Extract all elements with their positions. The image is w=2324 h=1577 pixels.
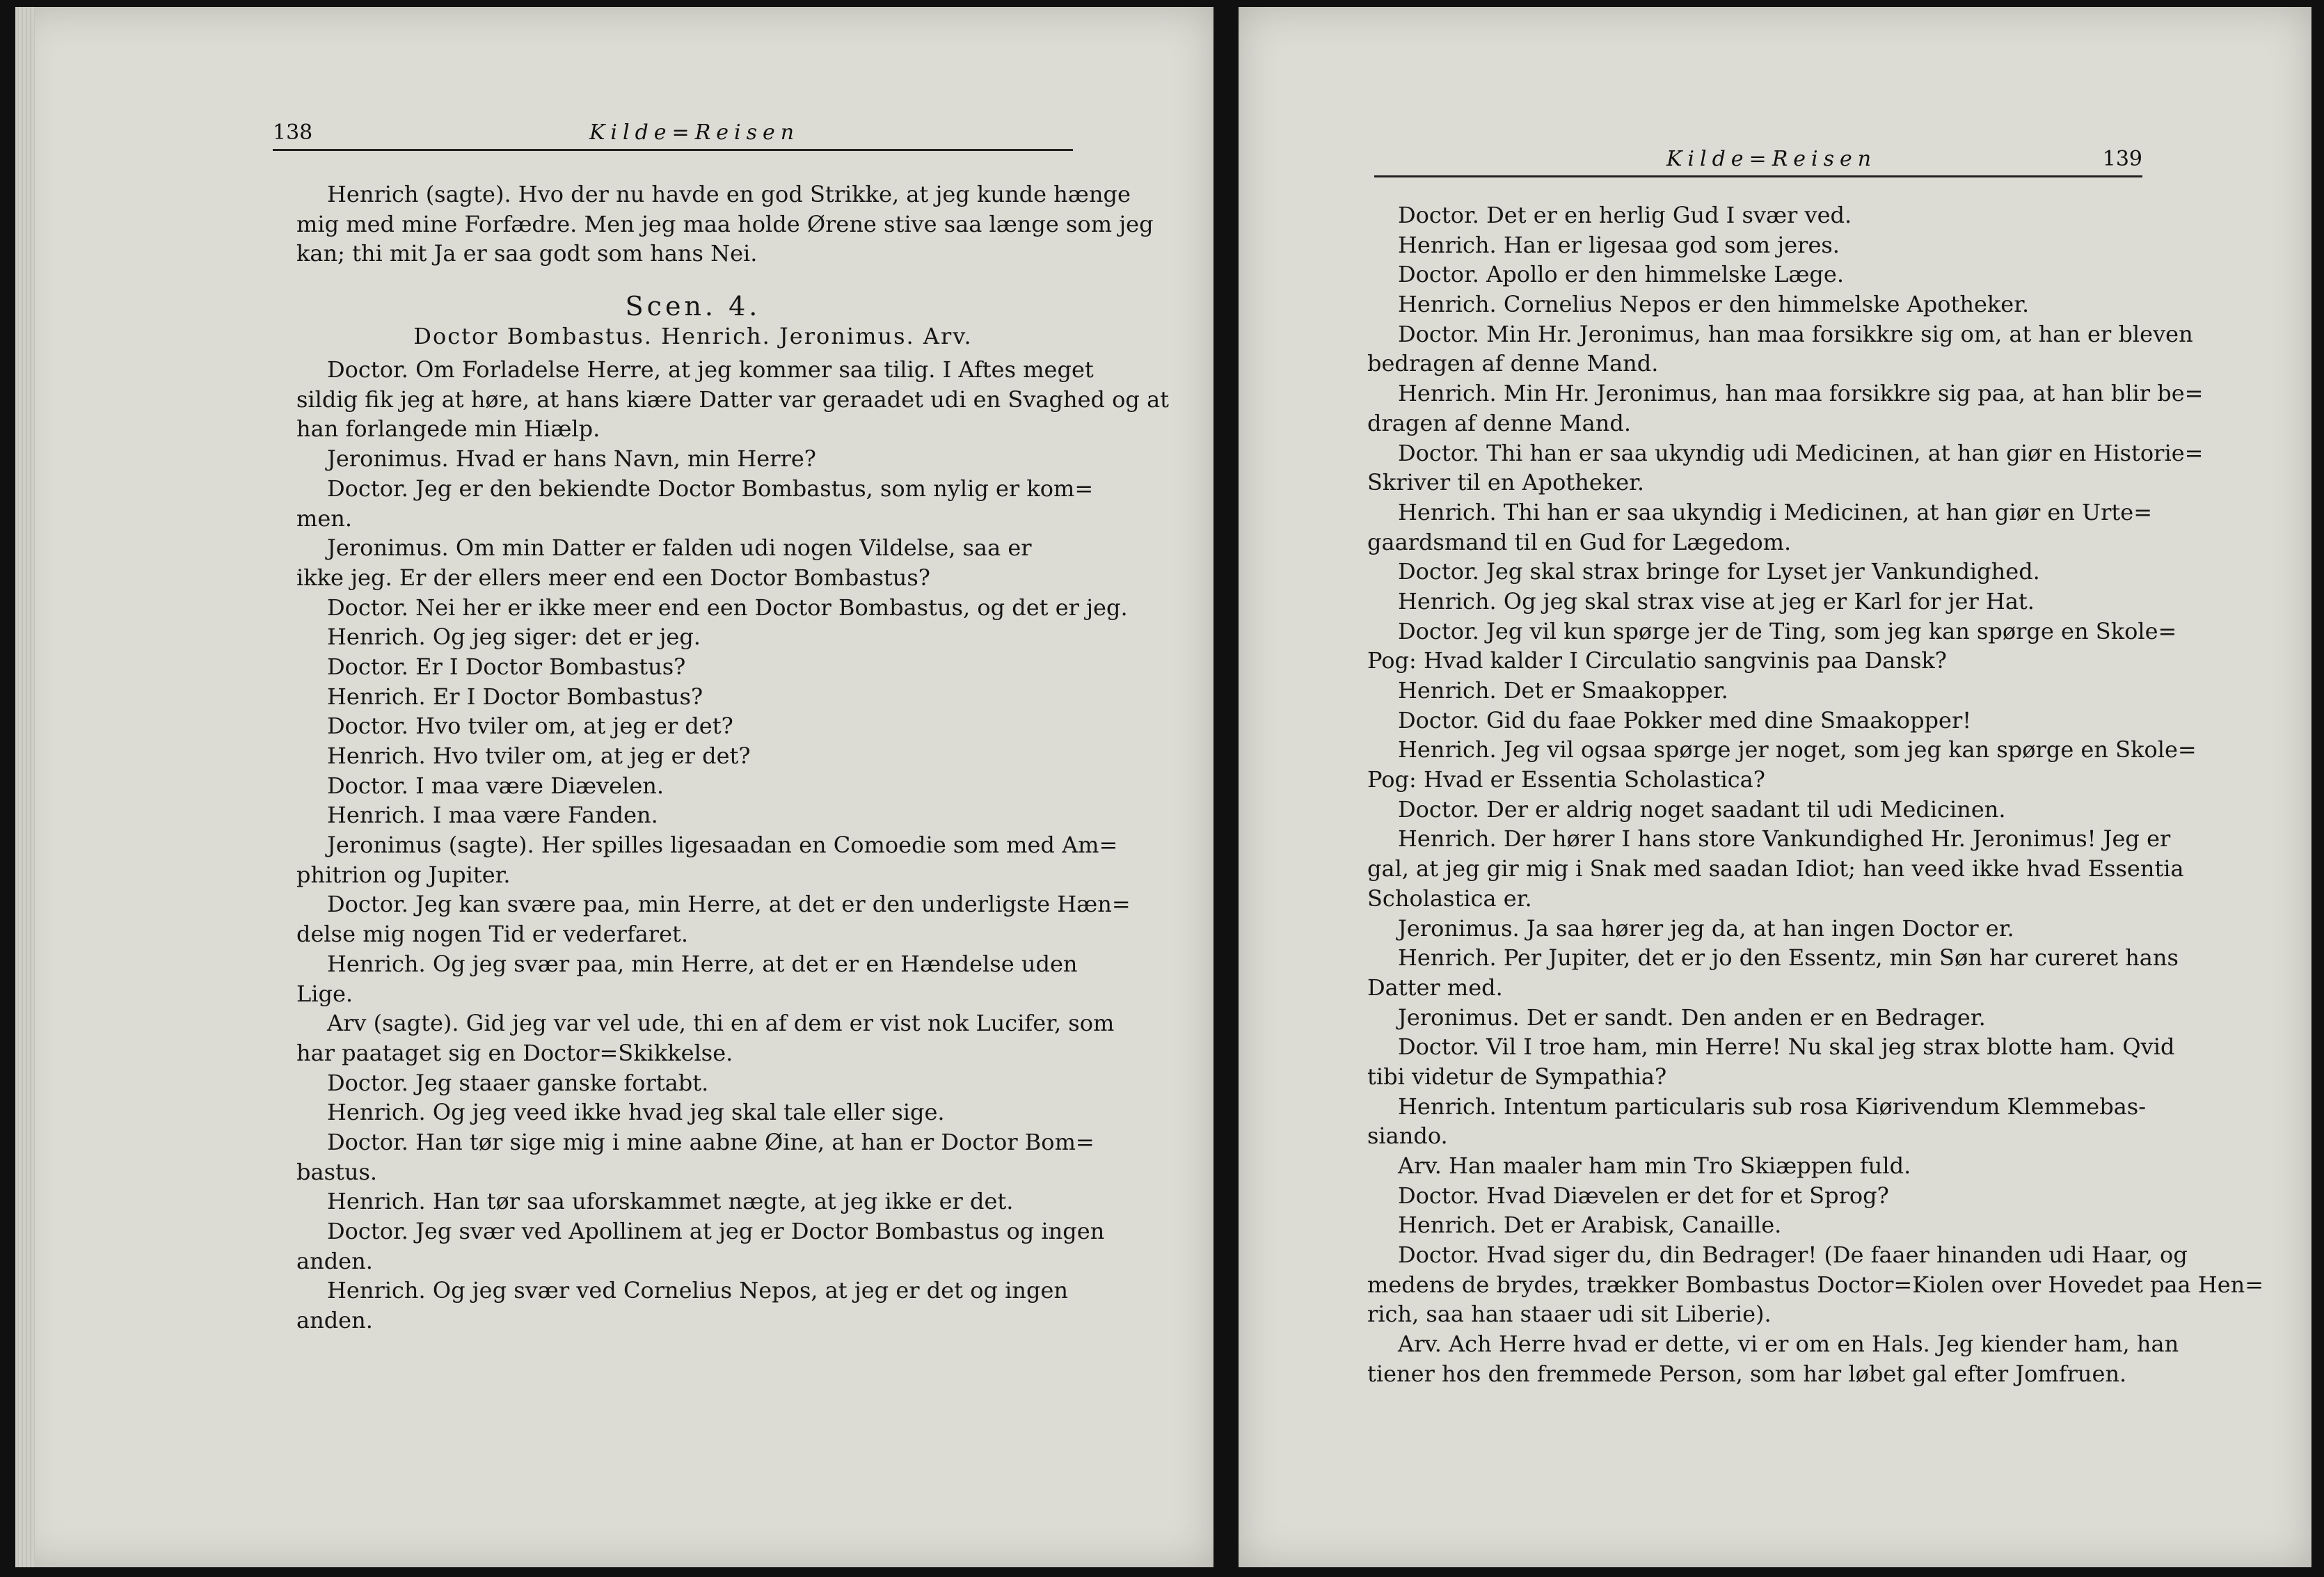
scene-heading: Scen. 4. — [625, 291, 761, 322]
text-line: Pog: Hvad kalder I Circulatio sangvinis paa Dansk? — [1367, 647, 1947, 674]
text-line: Henrich. Og jeg svær ved Cornelius Nepos, at jeg er det og ingen — [327, 1277, 1068, 1304]
left-page-text — [296, 180, 1170, 1336]
text-line: Doctor. Jeg svær ved Apollinem at jeg er Doctor Bombastus og ingen — [327, 1218, 1105, 1244]
right-page — [1239, 7, 2311, 1567]
text-line: Arv (sagte). Gid jeg var vel ude, thi en af dem er vist nok Lucifer, som — [327, 1010, 1115, 1037]
text-line: Lige. — [296, 980, 353, 1007]
text-line: Doctor. Jeg kan svære paa, min Herre, at det er den underligste Hæn= — [327, 891, 1131, 918]
text-line: phitrion og Jupiter. — [296, 861, 511, 888]
text-line: Scholastica er. — [1367, 885, 1532, 912]
running-title: Kilde=Reisen — [589, 120, 800, 145]
text-line: Henrich. Og jeg skal strax vise at jeg er Karl for jer Hat. — [1398, 587, 2035, 615]
text-line: Jeronimus. Om min Datter er falden udi nogen Vildelse, saa er — [327, 534, 1032, 562]
text-line: har paataget sig en Doctor=Skikkelse. — [296, 1039, 733, 1066]
cast-list: Doctor Bombastus. Henrich. Jeronimus. Arv. — [413, 323, 973, 350]
text-line: Doctor. I maa være Diævelen. — [327, 772, 664, 799]
text-line: siando. — [1367, 1123, 1448, 1150]
text-line: Henrich (sagte). Hvo der nu havde en god Strikke, at jeg kunde hænge — [327, 181, 1131, 207]
text-line: Jeronimus. Hvad er hans Navn, min Herre? — [327, 445, 816, 473]
text-line: gal, at jeg gir mig i Snak med saadan Idiot; han veed ikke hvad Essentia — [1367, 855, 2184, 882]
running-head-right — [1374, 138, 2142, 177]
text-line: Henrich. Cornelius Nepos er den himmelske Apotheker. — [1398, 291, 2030, 318]
text-line: Henrich. Det er Smaakopper. — [1398, 677, 1728, 704]
text-line: bedragen af denne Mand. — [1367, 350, 1659, 377]
text-line: Henrich. I maa være Fanden. — [327, 802, 658, 829]
running-title: Kilde=Reisen — [1666, 147, 1877, 171]
running-head-left — [273, 111, 1073, 151]
text-line: han forlangede min Hiælp. — [296, 415, 600, 443]
text-line: medens de brydes, trækker Bombastus Doctor=Kiolen over Hovedet paa Hen= — [1367, 1271, 2264, 1298]
text-line: Doctor. Gid du faae Pokker med dine Smaakopper! — [1398, 706, 1972, 734]
text-line: Doctor. Hvo tviler om, at jeg er det? — [327, 713, 733, 740]
text-line: Skriver til en Apotheker. — [1367, 469, 1645, 496]
text-line: delse mig nogen Tid er vederfaret. — [296, 921, 689, 948]
text-line: anden. — [296, 1247, 373, 1274]
text-line: Doctor. Min Hr. Jeronimus, han maa forsikkre sig om, at han er bleven — [1398, 320, 2193, 347]
text-line: Jeronimus. Det er sandt. Den anden er en Bedrager. — [1398, 1004, 1986, 1031]
text-line: Doctor. Jeg skal strax bringe for Lyset jer Vankundighed. — [1398, 558, 2040, 585]
text-line: mig med mine Forfædre. Men jeg maa holde Ørene stive saa længe som jeg — [296, 210, 1154, 237]
text-line: tibi videtur de Sympathia? — [1367, 1063, 1667, 1090]
text-line: Arv. Ach Herre hvad er dette, vi er om en Hals. Jeg kiender ham, han — [1398, 1331, 2179, 1358]
text-line: Henrich. Og jeg siger: det er jeg. — [327, 624, 701, 651]
text-line: Datter med. — [1367, 974, 1503, 1001]
page-edges — [15, 7, 35, 1567]
text-line: Doctor. Det er en herlig Gud I svær ved. — [1398, 202, 1852, 228]
page-number: 138 — [273, 120, 313, 145]
text-line: Henrich. Det er Arabisk, Canaille. — [1398, 1212, 1782, 1239]
text-line: Jeronimus. Ja saa hører jeg da, at han ingen Doctor er. — [1398, 914, 2014, 942]
text-line: rich, saa han staaer udi sit Liberie). — [1367, 1301, 1772, 1328]
text-line: Doctor. Jeg vil kun spørge jer de Ting, som jeg kan spørge en Skole= — [1398, 617, 2177, 644]
text-line: bastus. — [296, 1158, 378, 1185]
text-line: sildig fik jeg at høre, at hans kiære Datter var geraadet udi en Svaghed og at — [296, 386, 1170, 413]
text-line: Doctor. Jeg er den bekiendte Doctor Bombastus, som nylig er kom= — [327, 475, 1094, 502]
text-line: Doctor. Vil I troe ham, min Herre! Nu skal jeg strax blotte ham. Qvid — [1398, 1033, 2175, 1061]
text-line: Jeronimus (sagte). Her spilles ligesaadan en Comoedie som med Am= — [327, 832, 1118, 859]
text-line: Doctor. Hvad siger du, din Bedrager! (De faaer hinanden udi Haar, og — [1398, 1242, 2188, 1269]
text-line: Henrich. Han er ligesaa god som jeres. — [1398, 231, 1840, 258]
text-line: Arv. Han maaler ham min Tro Skiæppen fuld. — [1398, 1152, 1911, 1179]
text-line: Doctor. Hvad Diævelen er det for et Sprog? — [1398, 1182, 1889, 1209]
text-line: Henrich. Intentum particularis sub rosa Kiørivendum Klemmebas- — [1398, 1093, 2147, 1120]
text-line: Doctor. Om Forladelse Herre, at jeg kommer saa tilig. I Aftes meget — [327, 356, 1094, 383]
text-line: Doctor. Thi han er saa ukyndig udi Medicinen, at han giør en Historie= — [1398, 439, 2204, 466]
text-line: gaardsmand til en Gud for Lægedom. — [1367, 528, 1792, 555]
text-line: Henrich. Min Hr. Jeronimus, han maa forsikkre sig paa, at han blir be= — [1398, 380, 2204, 407]
text-line: kan; thi mit Ja er saa godt som hans Nei. — [296, 240, 758, 267]
left-page — [15, 7, 1213, 1567]
text-line: Henrich. Per Jupiter, det er jo den Essentz, min Søn har cureret hans — [1398, 944, 2179, 972]
text-line: dragen af denne Mand. — [1367, 409, 1632, 436]
text-line: Doctor. Apollo er den himmelske Læge. — [1398, 261, 1845, 288]
text-line: Doctor. Der er aldrig noget saadant til udi Medicinen. — [1398, 795, 2006, 823]
text-line: Henrich. Er I Doctor Bombastus? — [327, 683, 703, 710]
text-line: men. — [296, 505, 353, 532]
right-page-text — [1367, 200, 2264, 1389]
text-line: Henrich. Og jeg veed ikke hvad jeg skal tale eller sige. — [327, 1099, 945, 1126]
text-line: Henrich. Jeg vil ogsaa spørge jer noget, som jeg kan spørge en Skole= — [1398, 736, 2197, 763]
text-line: Henrich. Hvo tviler om, at jeg er det? — [327, 743, 751, 769]
text-line: Doctor. Nei her er ikke meer end een Doctor Bombastus, og det er jeg. — [327, 594, 1128, 621]
text-line: tiener hos den fremmede Person, som har løbet gal efter Jomfruen. — [1367, 1360, 2127, 1387]
text-line: Henrich. Thi han er saa ukyndig i Medicinen, at han giør en Urte= — [1398, 498, 2153, 525]
text-line: Doctor. Han tør sige mig i mine aabne Øine, at han er Doctor Bom= — [327, 1128, 1095, 1155]
text-line: Henrich. Der hører I hans store Vankundighed Hr. Jeronimus! Jeg er — [1398, 825, 2171, 853]
text-line: Pog: Hvad er Essentia Scholastica? — [1367, 766, 1765, 793]
page-number: 139 — [2102, 147, 2142, 171]
text-line: Henrich. Og jeg svær paa, min Herre, at det er en Hændelse uden — [327, 950, 1078, 977]
text-line: Doctor. Er I Doctor Bombastus? — [327, 653, 686, 680]
text-line: Henrich. Han tør saa uforskammet nægte, at jeg ikke er det. — [327, 1188, 1014, 1215]
text-line: ikke jeg. Er der ellers meer end een Doctor Bombastus? — [296, 564, 930, 591]
text-line: Doctor. Jeg staaer ganske fortabt. — [327, 1069, 709, 1096]
text-line: anden. — [296, 1307, 373, 1334]
